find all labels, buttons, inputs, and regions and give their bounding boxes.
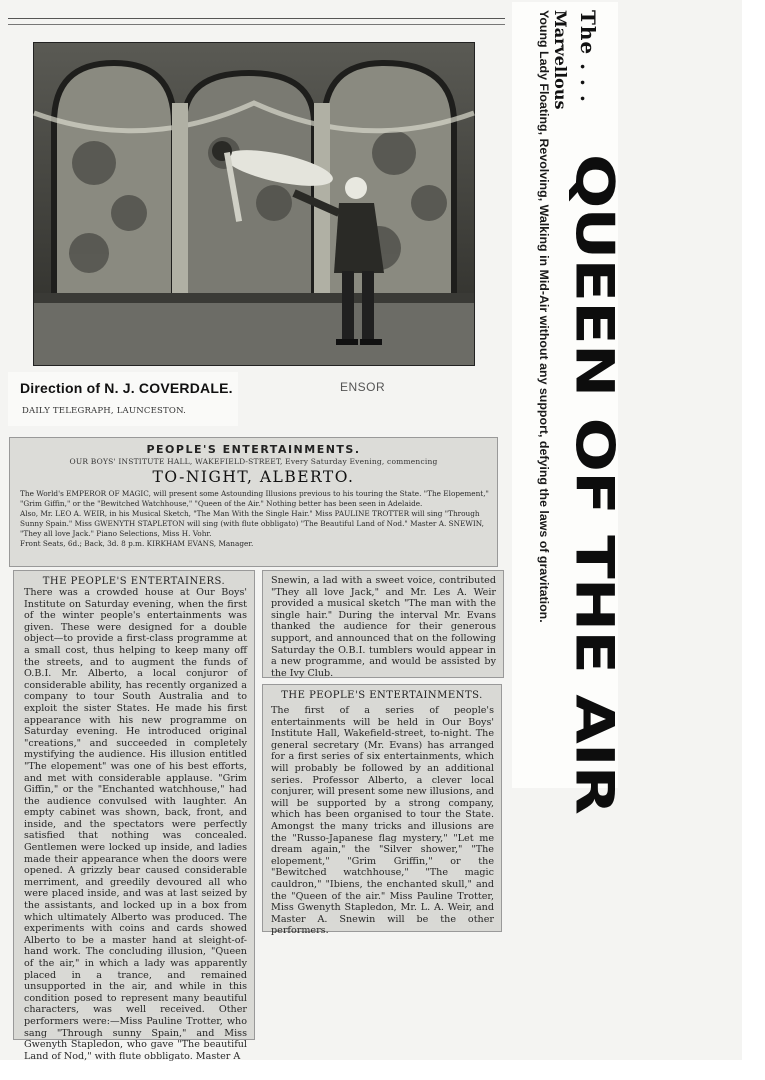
headline-queen-of-the-air: QUEEN OF THE AIR <box>563 154 624 814</box>
article-peoples-entertainers <box>13 570 255 1062</box>
advert-venue: OUR BOYS' INSTITUTE HALL, WAKEFIELD-STREET, Every Saturday Evening, commencing <box>69 457 438 466</box>
advert-paragraph: The World's EMPEROR OF MAGIC, will present some Astounding Illusions previous to his touring the State. "The Elopement," "Grim Giffin," or the "Bewitched Watchhouse," "Queen of the Air." Nothing better has been seen in Adelaide. <box>20 489 489 509</box>
advertisement-clipping <box>9 437 498 567</box>
advert-headline: TO-NIGHT, ALBERTO. <box>152 468 355 486</box>
article-text: Snewin, a lad with a sweet voice, contributed "They all love Jack," and Mr. Les A. Weir provided a musical sketch "The man with the single hair." During the interval Mr. Evans thanked the audience for their generous support, and announced that on the following Saturday the O.B.I. tumblers would appear in a new programme, and would be assisted by the Ivy Club. <box>271 575 496 679</box>
ensor-stamp: ENSOR <box>340 380 386 394</box>
advert-body <box>10 486 497 550</box>
article-title: THE PEOPLE'S ENTERTAINERS. <box>42 576 226 587</box>
rule-line <box>8 24 505 25</box>
headline-the: The . . . <box>576 10 600 103</box>
advert-paragraph: Also, Mr. LEO A. WEIR, in his Musical Sketch, "The Man With the Single Hair." Miss PAULINE TROTTER will sing "Through Sunny Spain." Miss GWENYTH STAPLETON will sing (with flute obbligato) "The Beautiful Land of Nod." Master A. SNEWIN, "They all love Jack." Piano Selections, Miss H. Vohr. <box>20 509 484 539</box>
article-text: The first of a series of people's entertainments will be held in Our Boys' Institute Hall, Wakefield-street, to-night. The general secretary (Mr. Evans) has arranged for a first series of six entertainments, which will probably be followed by an additional series. Professor Alberto, a clever local conjurer, will present some new illusions, and will be supported by a strong company, which has been organised to tour the State. Amongst the many tricks and illusions are the "Russo-Japanese flag mystery," "Let me dream again," the "Silver shower," "The elopement," "Grim Griffin," or the "Bewitched watchhouse," "The magic cauldron," "Ibiens, the enchanted skull," and the "Queen of the air." Miss Pauline Trotter, Miss Gwenyth Stapledon, Mr. L. A. Weir, and Master A. Snewin will be the other performers. <box>271 705 494 937</box>
stage-photograph <box>33 42 475 366</box>
advert-title: PEOPLE'S ENTERTAINMENTS. <box>146 443 361 456</box>
vertical-headline-banner <box>512 2 624 814</box>
headline-marvellous: Marvellous <box>551 10 570 110</box>
article-text: There was a crowded house at Our Boys' Institute on Saturday evening, when the first of the winter people's entertainments was given. These were designed for a double object—to provide a first-class programme at a small cost, thus helping to keep many off the streets, and to augment the funds of O.B.I. Mr. Alberto, a local conjuror of considerable ability, has recently organized a company to tour South Australia and to exploit the sister States. He made his first appearance with his new programme on Saturday evening. He introduced original "creations," and succeeded in completely mystifying the audience. His illusion entitled "The elopement" was one of his best efforts, and met with considerable applause. "Grim Giffin," or the "Enchanted watchhouse," had the audience convulsed with laughter. An empty cabinet was shown, back, front, and inside, and the spectators were perfectly satisfied that nothing was concealed. Gentlemen were locked up inside, and ladies made their appearance when the doors were opened. A grizzly bear caused considerable merriment, and greedily devoured all who were placed inside, and was at last seized by the assistants, and locked up in a box from which ultimately Alberto was produced. The experiments with coins and cards showed Alberto to be a master hand at sleight-of-hand work. The concluding illusion, "Queen of the air," in which a lady was apparently placed in a trance, and remained unsupported in the air, and while in this condition posed to represent many beautiful characters, was well received. Other performers were:—Miss Pauline Trotter, who sang "Through sunny Spain," and Miss Gwenyth Stapledon, who gave "The beautiful Land of Nod," with flute obbligato. Master A <box>24 587 247 1062</box>
article-peoples-entertainments <box>262 684 502 937</box>
rule-line <box>8 18 505 19</box>
advert-footer: Front Seats, 6d.; Back, 3d. 8 p.m. KIRKHAM EVANS, Manager. <box>20 539 254 549</box>
direction-title: Direction of N. J. COVERDALE. <box>20 380 233 396</box>
headline-description: Young Lady Floating, Revolving, Walking in Mid-Air without any support, defying the laws of gravitation. <box>537 10 551 623</box>
article-title: THE PEOPLE'S ENTERTAINMENTS. <box>281 690 483 701</box>
article-continuation <box>262 570 504 678</box>
direction-card <box>8 372 238 426</box>
newspaper-source: DAILY TELEGRAPH, LAUNCESTON. <box>22 406 187 416</box>
